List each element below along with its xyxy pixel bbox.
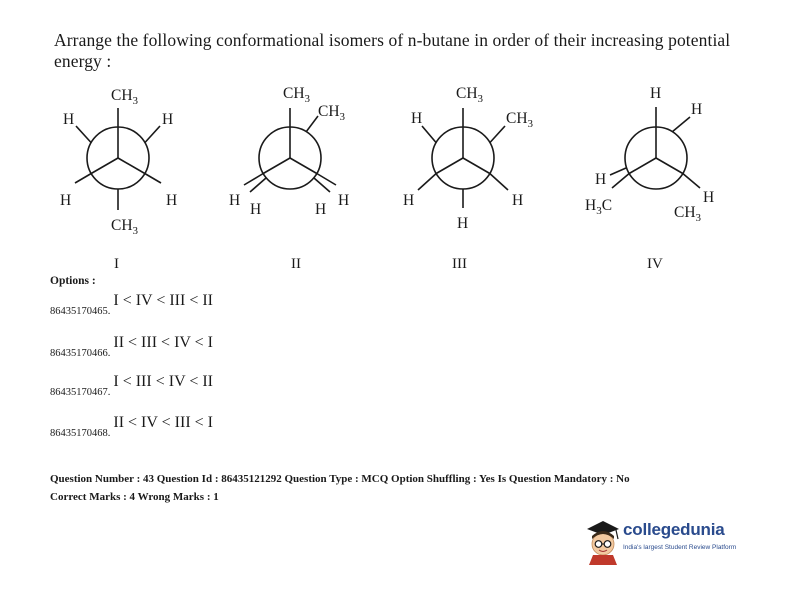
- option-4[interactable]: [50, 414, 213, 440]
- label-ii-h-left2: H: [250, 201, 262, 218]
- structure-numeral-iii: III: [452, 256, 467, 272]
- newman-projection-ii: [244, 108, 336, 192]
- logo-tagline: India's largest Student Review Platform: [623, 544, 737, 551]
- option-id: 86435170468.: [50, 428, 111, 439]
- label-ii-back-ch3: $CH_3$: [318, 103, 346, 123]
- mascot-icon: [583, 517, 623, 565]
- label-iv-h3c: $H_3C$: [585, 197, 613, 217]
- option-text: II < IV < III < I: [113, 414, 214, 431]
- label-i-h-upleft: H: [63, 111, 75, 128]
- label-iii-h-lowright: H: [512, 192, 524, 209]
- question-meta-line2: Correct Marks : 4 Wrong Marks : 1: [50, 491, 219, 503]
- option-1[interactable]: [50, 292, 213, 318]
- option-text: I < IV < III < II: [113, 292, 214, 309]
- label-i-h-upright: H: [162, 111, 174, 128]
- label-iv-h-top: H: [650, 85, 662, 102]
- label-i-h-lowright: H: [166, 192, 178, 209]
- option-text: II < III < IV < I: [113, 334, 214, 351]
- label-iii-h-left: H: [403, 192, 415, 209]
- structure-numeral-i: I: [114, 256, 119, 272]
- logo-wordmark: collegedunia: [623, 520, 725, 539]
- options-label: Options :: [50, 275, 96, 287]
- label-iii-top-ch3: $CH_3$: [456, 85, 484, 105]
- option-id: 86435170465.: [50, 306, 111, 317]
- newman-projection-i: [75, 108, 161, 210]
- option-2[interactable]: [50, 334, 213, 360]
- label-iii-h-upleft: H: [411, 110, 423, 127]
- label-iv-h-upright: H: [691, 101, 703, 118]
- label-i-bottom-ch3: $CH_3$: [111, 217, 139, 237]
- collegedunia-logo: [583, 517, 753, 565]
- option-3[interactable]: [50, 373, 213, 399]
- label-ii-h-right1: H: [315, 201, 327, 218]
- newman-projection-iii: [418, 108, 508, 208]
- option-id: 86435170467.: [50, 387, 111, 398]
- option-text: I < III < IV < II: [113, 373, 214, 390]
- label-iv-h-lowright: H: [703, 189, 715, 206]
- structure-numeral-iv: IV: [647, 256, 663, 272]
- question-text: Arrange the following conformational isomers of n-butane in order of their increasing potential energy :: [54, 30, 731, 71]
- label-ii-h-left1: H: [229, 192, 241, 209]
- label-iv-h-left: H: [595, 171, 607, 188]
- label-iv-ch3: $CH_3$: [674, 204, 702, 224]
- question-meta-line1: Question Number : 43 Question Id : 86435121292 Question Type : MCQ Option Shuffling : Yes Is Question Mandatory : No: [50, 473, 630, 485]
- structure-numeral-ii: II: [291, 256, 301, 272]
- label-ii-h-right2: H: [338, 192, 350, 209]
- label-i-top-ch3: $CH_3$: [111, 87, 139, 107]
- label-i-h-lowleft: H: [60, 192, 72, 209]
- option-id: 86435170466.: [50, 348, 111, 359]
- label-iii-h-bottom: H: [457, 215, 469, 232]
- label-ii-top-ch3: $CH_3$: [283, 85, 311, 105]
- label-iii-back-ch3: $CH_3$: [506, 110, 534, 130]
- newman-projection-iv: [610, 107, 700, 189]
